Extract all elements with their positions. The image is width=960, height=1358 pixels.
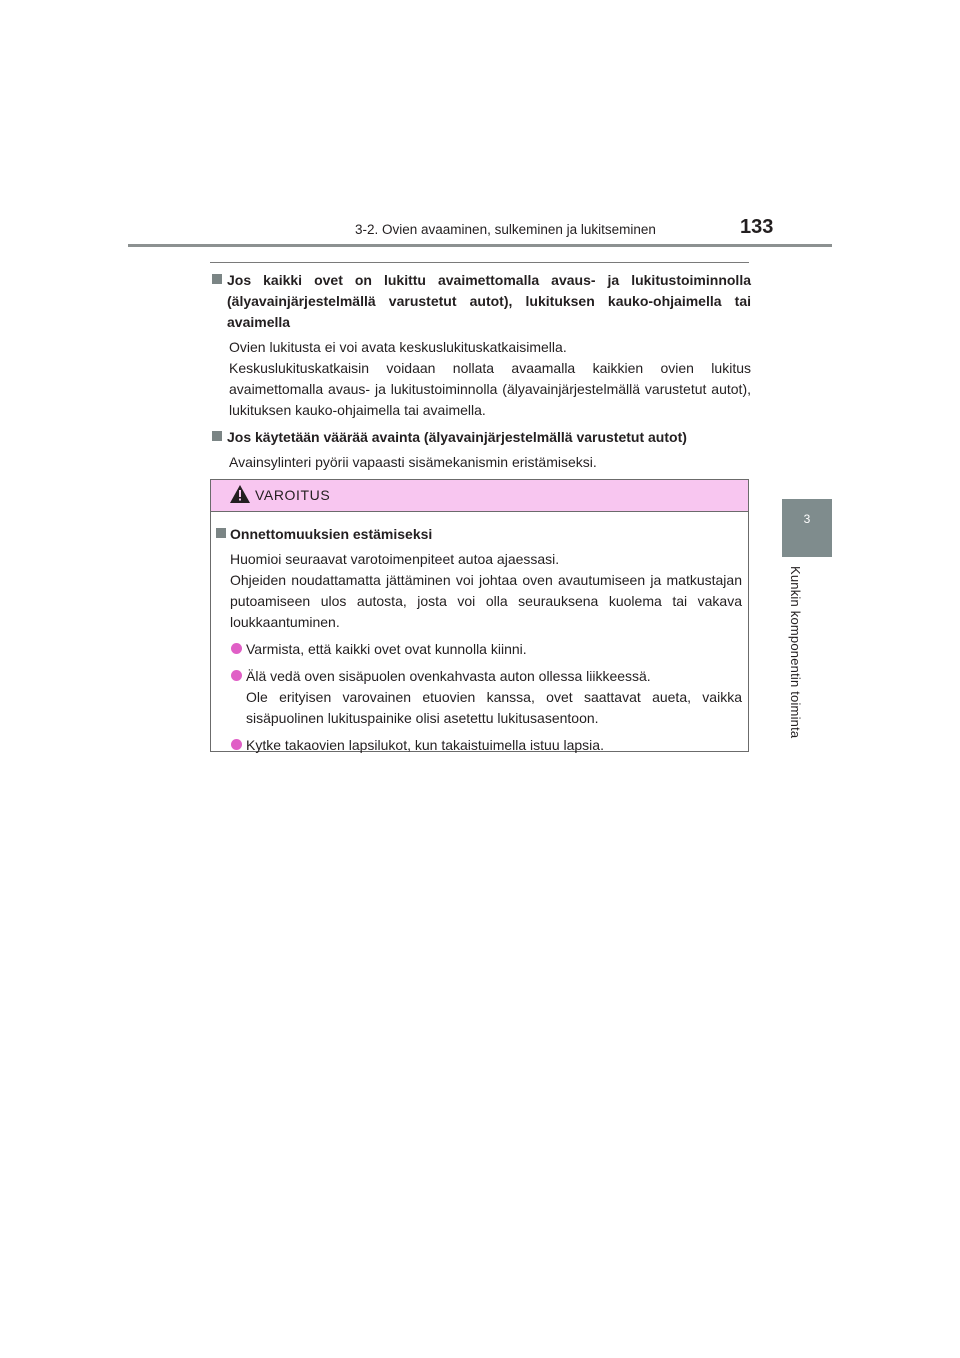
warning-triangle-icon bbox=[230, 485, 250, 503]
content-divider bbox=[210, 262, 749, 263]
section-heading-text: Jos käytetään väärää avainta (älyavainjärjestelmällä varustetut autot) bbox=[227, 429, 687, 445]
warning-item-line: Ole erityisen varovainen etuovien kanssa, ovet saattavat aueta, vaikka sisäpuolinen lukituspainike olisi asetettu lukitusasentoon. bbox=[246, 689, 742, 726]
section-title: 3-2. Ovien avaaminen, sulkeminen ja lukitseminen bbox=[355, 222, 656, 237]
square-bullet-icon bbox=[216, 528, 226, 538]
body-line: Ovien lukitusta ei voi avata keskuslukituskatkaisimella. bbox=[229, 339, 567, 355]
round-bullet-icon bbox=[231, 643, 242, 654]
warning-item-line: Kytke takaovien lapsilukot, kun takaistuimella istuu lapsia. bbox=[246, 737, 604, 753]
warning-item-line: Varmista, että kaikki ovet ovat kunnolla kiinni. bbox=[246, 641, 527, 657]
section-body bbox=[210, 337, 751, 421]
warning-body bbox=[211, 522, 748, 756]
square-bullet-icon bbox=[212, 274, 222, 284]
chapter-number: 3 bbox=[803, 512, 811, 526]
header-rule bbox=[128, 244, 832, 247]
warning-header bbox=[211, 480, 748, 512]
main-content bbox=[210, 268, 751, 473]
section-heading bbox=[210, 270, 751, 333]
round-bullet-icon bbox=[231, 739, 242, 750]
warning-item bbox=[215, 735, 748, 756]
section-body bbox=[210, 452, 751, 473]
body-line: Huomioi seuraavat varotoimenpiteet autoa ajaessasi. bbox=[230, 551, 560, 567]
warning-title: VAROITUS bbox=[255, 487, 331, 503]
chapter-title: Kunkin komponentin toiminta bbox=[788, 566, 803, 739]
body-line: Avainsylinteri pyörii vapaasti sisämekanismin eristämiseksi. bbox=[229, 454, 597, 470]
warning-item-line: Älä vedä oven sisäpuolen ovenkahvasta auton ollessa liikkeessä. bbox=[246, 668, 651, 684]
square-bullet-icon bbox=[212, 431, 222, 441]
chapter-tab bbox=[782, 499, 832, 557]
round-bullet-icon bbox=[231, 670, 242, 681]
page-number: 133 bbox=[740, 216, 774, 238]
warning-item bbox=[215, 666, 748, 729]
warning-box bbox=[210, 479, 749, 752]
body-line: Ohjeiden noudattamatta jättäminen voi johtaa oven avautumiseen ja matkustajan putoamiseen ulos autosta, josta voi olla seurauksena kuolema tai vakava loukkaantuminen. bbox=[230, 572, 742, 630]
section-heading bbox=[210, 427, 751, 448]
body-line: Keskuslukituskatkaisin voidaan nollata avaamalla kaikkien ovien lukitus avaimettomalla avaus- ja lukitustoiminnolla (älyavainjärjestelmällä varustetut autot), lukituksen kauko-ohjaimella tai avaimella. bbox=[229, 360, 751, 418]
section-heading-text: Jos kaikki ovet on lukittu avaimettomalla avaus- ja lukitustoiminnolla (älyavainjärjestelmällä varustetut autot), lukituksen kauko-ohjaimella tai avaimella bbox=[227, 272, 751, 330]
warning-item bbox=[215, 639, 748, 660]
warning-heading bbox=[215, 524, 748, 545]
warning-text bbox=[215, 549, 748, 633]
warning-heading-text: Onnettomuuksien estämiseksi bbox=[230, 526, 433, 542]
